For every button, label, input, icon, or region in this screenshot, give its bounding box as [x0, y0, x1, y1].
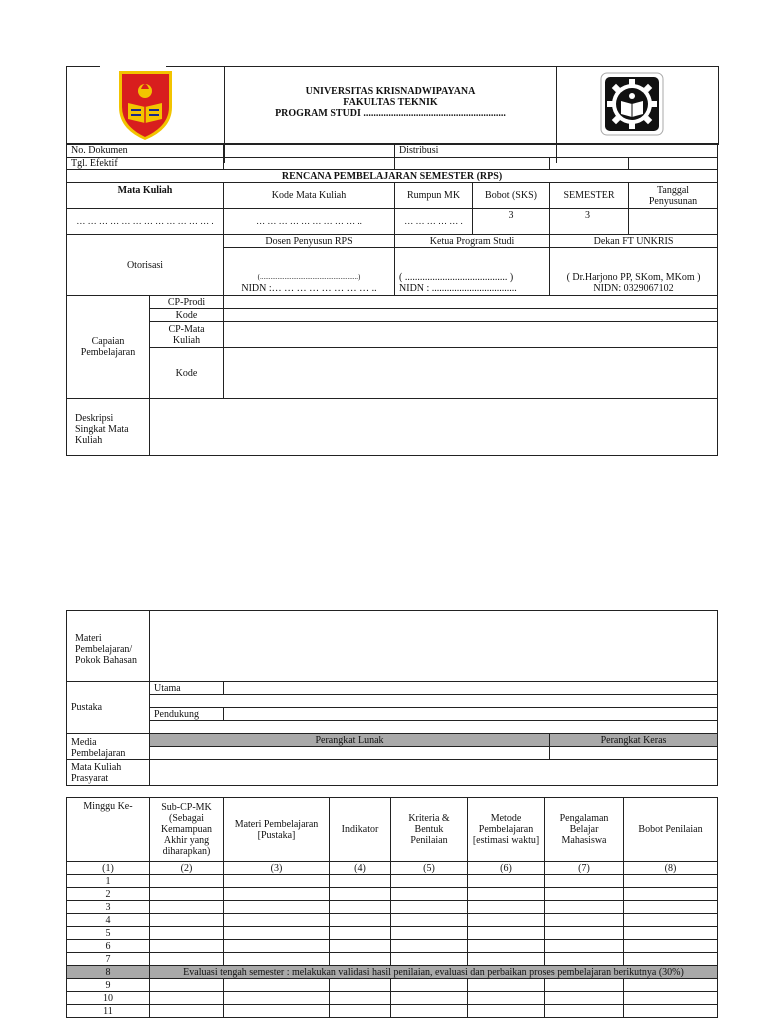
- week-cell[interactable]: [468, 927, 545, 940]
- week-cell[interactable]: [468, 953, 545, 966]
- week-cell[interactable]: [330, 914, 391, 927]
- sub-cpmk-header: Sub-CP-MK (Sebagai Kemampuan Akhir yang diharapkan): [150, 798, 224, 862]
- week-cell[interactable]: [545, 914, 624, 927]
- week-cell[interactable]: [391, 979, 468, 992]
- week-cell[interactable]: [224, 1005, 330, 1018]
- week-cell[interactable]: [224, 927, 330, 940]
- week-row: [67, 901, 718, 914]
- distribusi-label: Distribusi: [395, 144, 718, 158]
- pendukung-detail[interactable]: [150, 721, 718, 734]
- gear-icon: [555, 67, 718, 144]
- week-cell[interactable]: [330, 979, 391, 992]
- dekan-nidn: NIDN: 0329067102: [550, 283, 718, 296]
- week-cell[interactable]: [330, 992, 391, 1005]
- semester-header: SEMESTER: [550, 183, 629, 209]
- rumpun-mk-value[interactable]: … … … … … .: [395, 209, 473, 235]
- week-cell[interactable]: [150, 992, 224, 1005]
- week-cell[interactable]: [391, 940, 468, 953]
- week-number: 3: [67, 901, 150, 914]
- week-cell[interactable]: [545, 940, 624, 953]
- cp-mk-value[interactable]: [224, 322, 718, 348]
- university-crest-logo: [67, 67, 224, 144]
- kode-1-label: Kode: [150, 309, 224, 322]
- week-cell[interactable]: [624, 1005, 718, 1018]
- week-cell[interactable]: [391, 953, 468, 966]
- uts-row: [67, 966, 718, 979]
- week-cell[interactable]: [224, 875, 330, 888]
- indikator-header: Indikator: [330, 798, 391, 862]
- uts-week-number: 8: [67, 966, 150, 979]
- week-number: 1: [67, 875, 150, 888]
- dosen-penyusun-header: Dosen Penyusun RPS: [224, 235, 395, 248]
- kode-mk-header: Kode Mata Kuliah: [224, 183, 395, 209]
- kriteria-header: Kriteria & Bentuk Penilaian: [391, 798, 468, 862]
- week-cell[interactable]: [624, 901, 718, 914]
- prasyarat-label: Mata Kuliah Prasyarat: [67, 760, 150, 786]
- week-number: 5: [67, 927, 150, 940]
- week-cell[interactable]: [150, 914, 224, 927]
- week-cell[interactable]: [391, 992, 468, 1005]
- week-cell[interactable]: [150, 940, 224, 953]
- col-number: (7): [545, 862, 624, 875]
- kode-mk-value[interactable]: … … … … … … … … … ..: [224, 209, 395, 235]
- weekly-plan-table: [66, 797, 718, 1018]
- no-dokumen-label: No. Dokumen: [67, 144, 224, 158]
- otorisasi-label: Otorisasi: [67, 235, 224, 296]
- pustaka-label: Pustaka: [67, 682, 150, 734]
- week-cell[interactable]: [391, 901, 468, 914]
- week-cell[interactable]: [545, 875, 624, 888]
- minggu-header: Minggu Ke-: [67, 798, 150, 862]
- week-cell[interactable]: [468, 875, 545, 888]
- week-cell[interactable]: [624, 888, 718, 901]
- week-cell[interactable]: [624, 992, 718, 1005]
- perangkat-lunak-value[interactable]: [150, 747, 550, 760]
- week-cell[interactable]: [545, 979, 624, 992]
- metode-header: Metode Pembelajaran [estimasi waktu]: [468, 798, 545, 862]
- document-header: [66, 66, 719, 145]
- week-cell[interactable]: [150, 1005, 224, 1018]
- week-cell[interactable]: [330, 901, 391, 914]
- kaprodi-nidn[interactable]: NIDN : ..................................: [395, 283, 550, 296]
- week-cell[interactable]: [330, 888, 391, 901]
- distribusi-cell-3[interactable]: [629, 158, 718, 170]
- week-cell[interactable]: [545, 888, 624, 901]
- week-number: 6: [67, 940, 150, 953]
- week-cell[interactable]: [545, 927, 624, 940]
- tgl-efektif-label: Tgl. Efektif: [67, 158, 224, 170]
- kode-2-value[interactable]: [224, 348, 718, 399]
- capaian-label: Capaian Pembelajaran: [67, 296, 150, 399]
- week-row: [67, 992, 718, 1005]
- tanggal-value[interactable]: [629, 209, 718, 235]
- week-cell[interactable]: [468, 979, 545, 992]
- week-cell[interactable]: [150, 901, 224, 914]
- week-cell[interactable]: [391, 914, 468, 927]
- kode-2-label: Kode: [150, 348, 224, 399]
- distribusi-cell-2[interactable]: [550, 158, 629, 170]
- cp-prodi-value[interactable]: [224, 296, 718, 309]
- week-cell[interactable]: [468, 914, 545, 927]
- week-cell[interactable]: [391, 888, 468, 901]
- week-cell[interactable]: [545, 1005, 624, 1018]
- week-cell[interactable]: [391, 927, 468, 940]
- week-cell[interactable]: [330, 927, 391, 940]
- week-cell[interactable]: [150, 927, 224, 940]
- week-cell[interactable]: [624, 940, 718, 953]
- bobot-value[interactable]: 3: [473, 209, 550, 235]
- week-cell[interactable]: [624, 914, 718, 927]
- week-cell[interactable]: [545, 992, 624, 1005]
- pengalaman-header: Pengalaman Belajar Mahasiswa: [545, 798, 624, 862]
- week-row: [67, 875, 718, 888]
- week-cell[interactable]: [150, 953, 224, 966]
- perangkat-keras-value[interactable]: [550, 747, 718, 760]
- dosen-signature[interactable]: (........................................................): [224, 248, 395, 283]
- document-info-table: [66, 143, 718, 456]
- distribusi-cell-1[interactable]: [395, 158, 550, 170]
- week-number: 7: [67, 953, 150, 966]
- materi-header: Materi Pembelajaran [Pustaka]: [224, 798, 330, 862]
- week-cell[interactable]: [468, 940, 545, 953]
- kaprodi-signature[interactable]: ( ......................................... ): [395, 248, 550, 283]
- week-row: [67, 940, 718, 953]
- materi-pustaka-table: [66, 610, 718, 786]
- bobot-header: Bobot (SKS): [473, 183, 550, 209]
- utama-detail[interactable]: [150, 695, 718, 708]
- program-name: PROGRAM STUDI .........................................................: [275, 108, 506, 119]
- week-cell[interactable]: [624, 927, 718, 940]
- week-row: [67, 979, 718, 992]
- materi-label: Materi Pembelajaran/ Pokok Bahasan: [67, 611, 150, 682]
- rps-weekly-section: [66, 797, 717, 1018]
- week-cell[interactable]: [150, 875, 224, 888]
- rumpun-mk-header: Rumpun MK: [395, 183, 473, 209]
- media-label: Media Pembelajaran: [67, 734, 150, 760]
- mata-kuliah-header: Mata Kuliah: [67, 183, 224, 209]
- col-number: (2): [150, 862, 224, 875]
- week-cell[interactable]: [468, 992, 545, 1005]
- week-cell[interactable]: [224, 940, 330, 953]
- week-row: [67, 1005, 718, 1018]
- pendukung-value[interactable]: [224, 708, 718, 721]
- utama-value[interactable]: [224, 682, 718, 695]
- col-number: (4): [330, 862, 391, 875]
- week-cell[interactable]: [468, 1005, 545, 1018]
- utama-label: Utama: [150, 682, 224, 695]
- no-dokumen-value[interactable]: [224, 144, 395, 158]
- week-cell[interactable]: [224, 992, 330, 1005]
- week-row: [67, 953, 718, 966]
- week-number: 9: [67, 979, 150, 992]
- weekly-header-row: [67, 798, 718, 862]
- week-number: 11: [67, 1005, 150, 1018]
- faculty-name: FAKULTAS TEKNIK: [343, 97, 438, 108]
- week-cell[interactable]: [624, 979, 718, 992]
- deskripsi-value[interactable]: [150, 399, 718, 456]
- week-cell[interactable]: [545, 901, 624, 914]
- cp-prodi-label: CP-Prodi: [150, 296, 224, 309]
- university-name: UNIVERSITAS KRISNADWIPAYANA: [305, 86, 476, 97]
- week-cell[interactable]: [224, 979, 330, 992]
- week-cell[interactable]: [330, 953, 391, 966]
- week-cell[interactable]: [150, 888, 224, 901]
- week-cell[interactable]: [150, 979, 224, 992]
- week-number: 2: [67, 888, 150, 901]
- weeks-after-uts: [67, 979, 718, 1018]
- col-number: (8): [624, 862, 718, 875]
- week-cell[interactable]: [468, 901, 545, 914]
- semester-value[interactable]: 3: [550, 209, 629, 235]
- rps-top-section: [66, 143, 717, 456]
- ketua-prodi-header: Ketua Program Studi: [395, 235, 550, 248]
- deskripsi-label: Deskripsi Singkat Mata Kuliah: [67, 399, 150, 456]
- prasyarat-value[interactable]: [150, 760, 718, 786]
- tanggal-header: Tanggal Penyusunan: [629, 183, 718, 209]
- week-cell[interactable]: [468, 888, 545, 901]
- week-cell[interactable]: [224, 888, 330, 901]
- week-cell[interactable]: [330, 875, 391, 888]
- weeks-before-uts: [67, 875, 718, 966]
- col-number: (5): [391, 862, 468, 875]
- col-number: (6): [468, 862, 545, 875]
- week-cell[interactable]: [391, 1005, 468, 1018]
- engineering-gear-logo: [555, 67, 718, 144]
- week-cell[interactable]: [545, 953, 624, 966]
- mata-kuliah-value[interactable]: … … … … … … … … … … … … .: [67, 209, 224, 235]
- uts-description: Evaluasi tengah semester : melakukan validasi hasil penilaian, evaluasi dan perbaikan proses pembelajaran berikutnya (30%): [150, 966, 718, 979]
- week-row: [67, 927, 718, 940]
- dekan-signature: ( Dr.Harjono PP, SKom, MKom ): [550, 248, 718, 283]
- materi-value[interactable]: [150, 611, 718, 682]
- week-cell[interactable]: [624, 953, 718, 966]
- week-row: [67, 888, 718, 901]
- week-cell[interactable]: [330, 940, 391, 953]
- col-number: (1): [67, 862, 150, 875]
- column-number-row: [67, 862, 718, 875]
- week-cell[interactable]: [224, 953, 330, 966]
- dekan-header: Dekan FT UNKRIS: [550, 235, 718, 248]
- tgl-efektif-value[interactable]: [224, 158, 395, 170]
- week-row: [67, 914, 718, 927]
- week-cell[interactable]: [624, 875, 718, 888]
- kode-1-value[interactable]: [224, 309, 718, 322]
- week-cell[interactable]: [224, 914, 330, 927]
- perangkat-lunak-header: Perangkat Lunak: [150, 734, 550, 747]
- cp-mk-label: CP-Mata Kuliah: [150, 322, 224, 348]
- dosen-nidn[interactable]: NIDN :… … … … … … … … ..: [224, 283, 395, 296]
- week-number: 4: [67, 914, 150, 927]
- rps-title: RENCANA PEMBELAJARAN SEMESTER (RPS): [67, 170, 718, 183]
- week-cell[interactable]: [391, 875, 468, 888]
- col-number: (3): [224, 862, 330, 875]
- pendukung-label: Pendukung: [150, 708, 224, 721]
- perangkat-keras-header: Perangkat Keras: [550, 734, 718, 747]
- week-cell[interactable]: [330, 1005, 391, 1018]
- week-number: 10: [67, 992, 150, 1005]
- crest-icon: [67, 67, 224, 144]
- week-cell[interactable]: [224, 901, 330, 914]
- rps-mid-section: [66, 610, 717, 786]
- bobot-penilaian-header: Bobot Penilaian: [624, 798, 718, 862]
